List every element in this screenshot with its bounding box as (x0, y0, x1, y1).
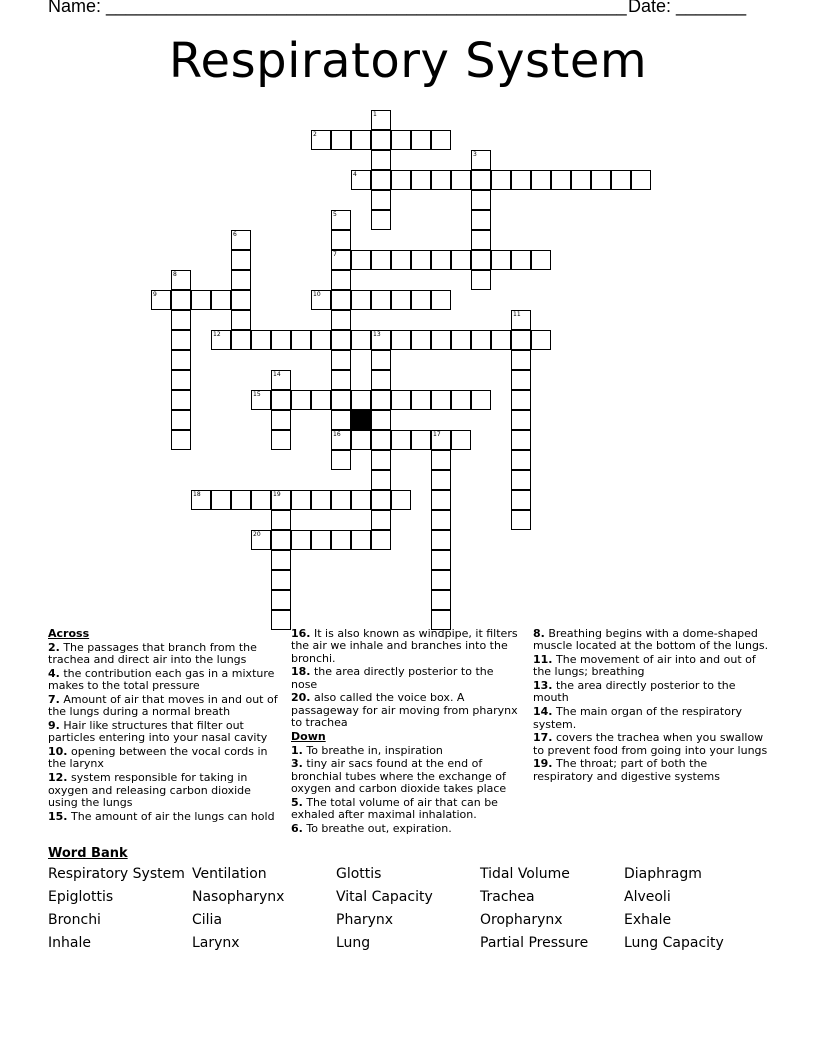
word-bank-item: Alveoli (624, 889, 671, 905)
down-clue (533, 732, 769, 757)
clue-number: 8 (173, 271, 177, 278)
down-clue (533, 680, 769, 705)
clue-text: The throat; part of both the respiratory and digestive systems (533, 757, 721, 783)
grid-cell[interactable] (491, 170, 511, 190)
clues-column-1 (48, 628, 284, 824)
grid-cell[interactable] (411, 170, 431, 190)
grid-cell[interactable] (271, 570, 291, 590)
clue-number: 18. (291, 665, 311, 679)
clue-number: 13 (373, 331, 381, 338)
grid-cell[interactable] (371, 110, 391, 130)
clue-number: 10 (313, 291, 321, 298)
grid-cell[interactable] (251, 530, 271, 550)
clue-number: 17. (533, 731, 553, 745)
grid-cell[interactable] (251, 490, 271, 510)
clue-number: 12. (48, 771, 68, 785)
grid-cell[interactable] (511, 250, 531, 270)
grid-cell[interactable] (371, 290, 391, 310)
grid-cell[interactable] (231, 230, 251, 250)
clue-number: 17 (433, 431, 441, 438)
grid-cell[interactable] (331, 250, 351, 270)
grid-cell[interactable] (211, 490, 231, 510)
clue-number: 8. (533, 627, 545, 640)
clue-text: the area directly posterior to the nose (291, 665, 494, 691)
grid-cell[interactable] (351, 330, 371, 350)
clue-number: 9. (48, 719, 60, 733)
grid-cell[interactable] (371, 210, 391, 230)
grid-cell[interactable] (471, 230, 491, 250)
grid-cell[interactable] (231, 490, 251, 510)
grid-cell[interactable] (391, 490, 411, 510)
grid-cell[interactable] (391, 250, 411, 270)
grid-cell[interactable] (191, 290, 211, 310)
grid-cell[interactable] (431, 550, 451, 570)
grid-cell[interactable] (511, 470, 531, 490)
clue-number: 19 (273, 491, 281, 498)
down-clue (533, 628, 769, 653)
grid-cell[interactable] (371, 330, 391, 350)
grid-cell[interactable] (431, 390, 451, 410)
grid-cell[interactable] (511, 410, 531, 430)
grid-cell[interactable] (331, 410, 351, 430)
word-bank-item: Epiglottis (48, 889, 114, 905)
word-bank-item: Ventilation (192, 866, 267, 882)
clue-text: The main organ of the respiratory system. (533, 705, 742, 731)
grid-cell[interactable] (331, 330, 351, 350)
grid-cell[interactable] (391, 130, 411, 150)
grid-cell[interactable] (271, 530, 291, 550)
date-line[interactable]: _______ (676, 0, 747, 16)
grid-cell[interactable] (231, 270, 251, 290)
grid-cell[interactable] (231, 330, 251, 350)
grid-cell[interactable] (531, 170, 551, 190)
clue-number: 13. (533, 679, 553, 693)
clue-number: 10. (48, 745, 68, 759)
clue-text: The movement of air into and out of the lungs; breathing (533, 653, 756, 679)
grid-cell[interactable] (391, 330, 411, 350)
grid-cell[interactable] (411, 430, 431, 450)
clue-number: 19. (533, 757, 553, 771)
clue-text: The passages that branch from the trachea and direct air into the lungs (48, 640, 257, 667)
clue-text: The amount of air the lungs can hold (67, 809, 275, 823)
grid-cell[interactable] (431, 290, 451, 310)
clue-number: 3. (291, 757, 303, 771)
grid-cell[interactable] (171, 410, 191, 430)
word-bank-item: Inhale (48, 935, 91, 951)
clue-text: To breathe in, inspiration (302, 743, 443, 757)
grid-cell[interactable] (331, 230, 351, 250)
grid-cell[interactable] (371, 450, 391, 470)
word-bank-item: Partial Pressure (480, 935, 589, 951)
grid-cell[interactable] (431, 130, 451, 150)
grid-cell[interactable] (351, 130, 371, 150)
clue-number: 9 (153, 291, 157, 298)
grid-cell[interactable] (431, 450, 451, 470)
grid-cell[interactable] (431, 590, 451, 610)
grid-cell[interactable] (211, 330, 231, 350)
grid-cell[interactable] (351, 490, 371, 510)
word-bank-item: Cilia (192, 912, 223, 928)
clue-number: 6. (291, 821, 303, 835)
grid-cell[interactable] (351, 170, 371, 190)
grid-cell[interactable] (331, 430, 351, 450)
grid-cell[interactable] (411, 290, 431, 310)
clue-number: 20. (291, 691, 311, 705)
grid-cell[interactable] (471, 250, 491, 270)
grid-cell[interactable] (391, 430, 411, 450)
clue-text: opening between the vocal cords in the larynx (48, 745, 268, 771)
grid-cell[interactable] (171, 370, 191, 390)
grid-cell[interactable] (171, 290, 191, 310)
grid-cell[interactable] (511, 510, 531, 530)
across-clue (48, 694, 284, 719)
grid-cell[interactable] (271, 330, 291, 350)
word-bank-item: Larynx (192, 935, 240, 951)
grid-cell[interactable] (331, 270, 351, 290)
clue-number: 7. (48, 692, 60, 706)
word-bank-item: Respiratory System (48, 866, 185, 882)
grid-cell[interactable] (271, 610, 291, 630)
clue-text: Hair like structures that filter out particles entering into your nasal cavity (48, 719, 268, 745)
grid-cell[interactable] (371, 370, 391, 390)
grid-cell[interactable] (371, 470, 391, 490)
clue-number: 2. (48, 640, 60, 654)
clue-text: system responsible for taking in oxygen and releasing carbon dioxide using the lungs (48, 771, 251, 809)
word-bank-item: Glottis (336, 866, 382, 882)
grid-cell[interactable] (171, 330, 191, 350)
grid-cell[interactable] (531, 330, 551, 350)
grid-cell[interactable] (431, 570, 451, 590)
grid-cell[interactable] (471, 210, 491, 230)
grid-cell[interactable] (611, 170, 631, 190)
grid-cell[interactable] (231, 290, 251, 310)
grid-cell[interactable] (171, 390, 191, 410)
grid-cell[interactable] (271, 590, 291, 610)
grid-cell[interactable] (491, 250, 511, 270)
grid-cell[interactable] (371, 130, 391, 150)
grid-cell[interactable] (511, 370, 531, 390)
grid-cell[interactable] (371, 410, 391, 430)
black-cell (351, 410, 371, 430)
grid-cell[interactable] (411, 330, 431, 350)
grid-cell[interactable] (471, 270, 491, 290)
grid-cell[interactable] (371, 350, 391, 370)
grid-cell[interactable] (351, 390, 371, 410)
grid-cell[interactable] (391, 290, 411, 310)
clue-number: 3 (473, 151, 477, 158)
word-bank-title: Word Bank (48, 846, 128, 861)
grid-cell[interactable] (511, 330, 531, 350)
grid-cell[interactable] (551, 170, 571, 190)
grid-cell[interactable] (591, 170, 611, 190)
grid-cell[interactable] (451, 430, 471, 450)
clue-number: 14. (533, 705, 553, 719)
grid-cell[interactable] (351, 250, 371, 270)
clue-text: the area directly posterior to the mouth (533, 679, 736, 705)
grid-cell[interactable] (251, 390, 271, 410)
across-clue (48, 668, 284, 693)
grid-cell[interactable] (531, 250, 551, 270)
word-bank-item: Oropharynx (480, 912, 563, 928)
grid-cell[interactable] (171, 310, 191, 330)
grid-cell[interactable] (331, 490, 351, 510)
across-clue (48, 772, 284, 809)
grid-cell[interactable] (311, 390, 331, 410)
grid-cell[interactable] (271, 410, 291, 430)
grid-cell[interactable] (311, 130, 331, 150)
word-bank-item: Exhale (624, 912, 672, 928)
clue-number: 4 (353, 171, 357, 178)
grid-cell[interactable] (411, 250, 431, 270)
grid-cell[interactable] (411, 130, 431, 150)
word-bank-item: Vital Capacity (336, 889, 433, 905)
clue-number: 4. (48, 666, 60, 680)
grid-cell[interactable] (291, 530, 311, 550)
word-bank-item: Tidal Volume (480, 866, 570, 882)
grid-cell[interactable] (371, 170, 391, 190)
down-clue (533, 706, 769, 731)
down-clue (291, 823, 523, 835)
grid-cell[interactable] (391, 170, 411, 190)
grid-cell[interactable] (571, 170, 591, 190)
down-heading: Down (291, 729, 326, 743)
across-clue (291, 628, 523, 665)
word-bank-item: Nasopharynx (192, 889, 285, 905)
down-clue (533, 758, 769, 783)
clue-text: To breathe out, expiration. (302, 821, 452, 835)
word-bank-item: Trachea (480, 889, 535, 905)
name-label: Name: (48, 0, 107, 16)
grid-cell[interactable] (471, 330, 491, 350)
grid-cell[interactable] (371, 150, 391, 170)
grid-cell[interactable] (431, 510, 451, 530)
down-clue (291, 797, 523, 822)
clue-number: 12 (213, 331, 221, 338)
grid-cell[interactable] (371, 190, 391, 210)
clue-number: 14 (273, 371, 281, 378)
clue-number: 18 (193, 491, 201, 498)
grid-cell[interactable] (471, 190, 491, 210)
grid-cell[interactable] (291, 390, 311, 410)
grid-cell[interactable] (511, 350, 531, 370)
grid-cell[interactable] (231, 250, 251, 270)
grid-cell[interactable] (411, 390, 431, 410)
grid-cell[interactable] (431, 330, 451, 350)
grid-cell[interactable] (491, 330, 511, 350)
across-clue (48, 811, 284, 823)
across-clue (48, 720, 284, 745)
grid-cell[interactable] (431, 470, 451, 490)
grid-cell[interactable] (311, 530, 331, 550)
grid-cell[interactable] (451, 330, 471, 350)
clue-number: 11. (533, 653, 553, 667)
grid-cell[interactable] (351, 530, 371, 550)
grid-cell[interactable] (371, 430, 391, 450)
grid-cell[interactable] (151, 290, 171, 310)
grid-cell[interactable] (171, 430, 191, 450)
across-heading: Across (48, 627, 90, 640)
grid-cell[interactable] (311, 330, 331, 350)
grid-cell[interactable] (271, 550, 291, 570)
down-clue (533, 654, 769, 679)
clue-text: Amount of air that moves in and out of the lungs during a normal breath (48, 692, 278, 719)
across-clue (291, 666, 523, 691)
grid-cell[interactable] (451, 390, 471, 410)
across-clue (291, 692, 523, 729)
date-label: Date: (628, 0, 677, 16)
grid-cell[interactable] (331, 530, 351, 550)
clue-number: 7 (333, 251, 337, 258)
grid-cell[interactable] (331, 130, 351, 150)
across-clue (48, 746, 284, 771)
clue-number: 5 (333, 211, 337, 218)
grid-cell[interactable] (371, 510, 391, 530)
clues-column-2 (291, 628, 523, 837)
word-bank-item: Lung (336, 935, 371, 951)
grid-cell[interactable] (311, 490, 331, 510)
grid-cell[interactable] (331, 290, 351, 310)
grid-cell[interactable] (271, 370, 291, 390)
grid-cell[interactable] (431, 430, 451, 450)
clue-text: It is also known as windpipe, it filters the air we inhale and branches into the bronchi. (291, 627, 518, 665)
grid-cell[interactable] (511, 430, 531, 450)
word-bank-item: Pharynx (336, 912, 394, 928)
clue-number: 15 (253, 391, 261, 398)
grid-cell[interactable] (431, 490, 451, 510)
across-clue (48, 642, 284, 667)
clue-text: the contribution each gas in a mixture makes to the total pressure (48, 666, 275, 693)
clues-column-3 (533, 628, 769, 785)
grid-cell[interactable] (331, 350, 351, 370)
grid-cell[interactable] (191, 490, 211, 510)
grid-cell[interactable] (331, 390, 351, 410)
clue-number: 16 (333, 431, 341, 438)
clue-number: 1. (291, 743, 303, 757)
grid-cell[interactable] (231, 310, 251, 330)
grid-cell[interactable] (271, 430, 291, 450)
grid-cell[interactable] (511, 450, 531, 470)
clue-text: The total volume of air that can be exhaled after maximal inhalation. (291, 795, 498, 822)
grid-cell[interactable] (431, 170, 451, 190)
clue-number: 2 (313, 131, 317, 138)
grid-cell[interactable] (391, 390, 411, 410)
grid-cell[interactable] (371, 490, 391, 510)
page-title: Respiratory System (168, 33, 648, 89)
clue-number: 20 (253, 531, 261, 538)
clue-text: covers the trachea when you swallow to prevent food from going into your lungs (533, 731, 768, 757)
grid-cell[interactable] (211, 290, 231, 310)
grid-cell[interactable] (631, 170, 651, 190)
grid-cell[interactable] (511, 490, 531, 510)
down-clue (291, 745, 523, 757)
grid-cell[interactable] (271, 490, 291, 510)
clue-number: 16. (291, 627, 311, 640)
grid-cell[interactable] (351, 430, 371, 450)
clue-number: 11 (513, 311, 521, 318)
grid-cell[interactable] (451, 170, 471, 190)
grid-cell[interactable] (511, 390, 531, 410)
grid-cell[interactable] (371, 390, 391, 410)
grid-cell[interactable] (271, 390, 291, 410)
grid-cell[interactable] (171, 350, 191, 370)
grid-cell[interactable] (291, 490, 311, 510)
clue-number: 6 (233, 231, 237, 238)
grid-cell[interactable] (471, 150, 491, 170)
grid-cell[interactable] (471, 170, 491, 190)
grid-cell[interactable] (171, 270, 191, 290)
word-bank-item: Bronchi (48, 912, 101, 928)
grid-cell[interactable] (331, 450, 351, 470)
clue-text: tiny air sacs found at the end of bronchial tubes where the exchange of oxygen and carbon dioxide takes place (291, 757, 507, 796)
clue-number: 1 (373, 111, 377, 118)
name-line[interactable]: ____________________________________________________ (106, 0, 627, 16)
grid-cell[interactable] (451, 250, 471, 270)
grid-cell[interactable] (371, 250, 391, 270)
clue-text: Breathing begins with a dome-shaped muscle located at the bottom of the lungs. (533, 627, 769, 653)
down-clue (291, 758, 523, 795)
grid-cell[interactable] (271, 510, 291, 530)
clue-number: 15. (48, 809, 68, 823)
grid-cell[interactable] (351, 290, 371, 310)
grid-cell[interactable] (431, 250, 451, 270)
grid-cell[interactable] (511, 310, 531, 330)
clue-text: also called the voice box. A passageway for air moving from pharynx to trachea (291, 691, 518, 730)
grid-cell[interactable] (291, 330, 311, 350)
grid-cell[interactable] (251, 330, 271, 350)
grid-cell[interactable] (431, 530, 451, 550)
grid-cell[interactable] (471, 390, 491, 410)
grid-cell[interactable] (371, 530, 391, 550)
grid-cell[interactable] (511, 170, 531, 190)
grid-cell[interactable] (331, 210, 351, 230)
word-bank-item: Diaphragm (624, 866, 702, 882)
clue-number: 5. (291, 795, 303, 809)
word-bank-item: Lung Capacity (624, 935, 724, 951)
grid-cell[interactable] (311, 290, 331, 310)
grid-cell[interactable] (331, 370, 351, 390)
grid-cell[interactable] (331, 310, 351, 330)
